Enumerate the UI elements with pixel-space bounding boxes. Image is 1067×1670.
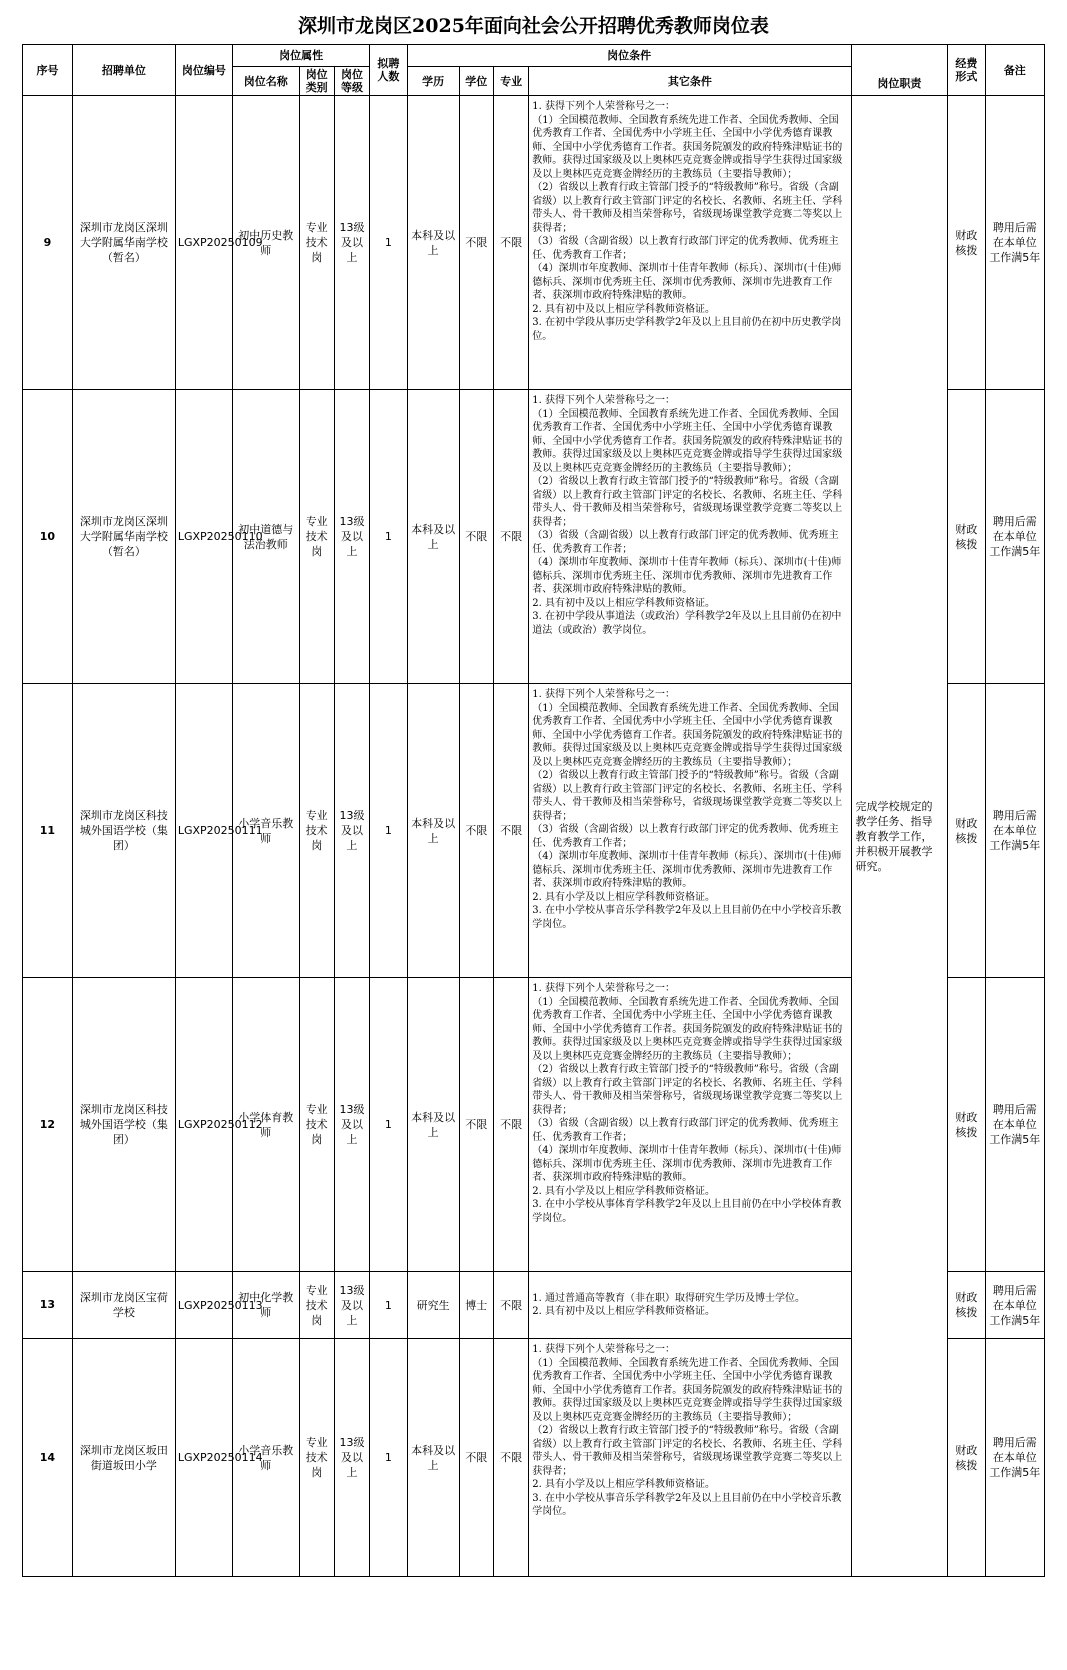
- row-category: 专业技术岗: [299, 1339, 334, 1577]
- row-note: 聘用后需在本单位工作满5年: [985, 978, 1044, 1272]
- row-education: 本科及以上: [407, 390, 459, 684]
- row-category: 专业技术岗: [299, 978, 334, 1272]
- header-edu: 学历: [407, 67, 459, 96]
- row-note: 聘用后需在本单位工作满5年: [985, 96, 1044, 390]
- condition-line: 1. 获得下列个人荣誉称号之一：: [532, 101, 675, 112]
- row-count: 1: [370, 684, 407, 978]
- condition-line: 3. 在中小学校从事体育学科教学2年及以上且目前仍在中小学校体育教学岗位。: [532, 1199, 842, 1224]
- condition-line: （1）全国模范教师、全国教育系统先进工作者、全国优秀教师、全国优秀教育工作者、全国优秀中小学班主任、全国中小学优秀德育课教师、全国中小学优秀德育工作者。获国务院颁发的政府特殊津贴证书的教师。获得过国家级及以上奥林匹克竞赛金牌或指导学生获得过国家级及以上奥林匹克竞赛金牌经历的主教练员（主要指导教师）；: [532, 1357, 843, 1423]
- row-seq: 11: [23, 684, 73, 978]
- row-major: 不限: [493, 390, 528, 684]
- condition-line: 1. 获得下列个人荣誉称号之一：: [532, 1344, 675, 1355]
- row-degree: 不限: [459, 96, 493, 390]
- row-degree: 不限: [459, 978, 493, 1272]
- row-code: LGXP20250110: [175, 390, 232, 684]
- condition-line: （4）深圳市年度教师、深圳市十佳青年教师（标兵）、深圳市(十佳)师德标兵、深圳市优秀班主任、深圳市优秀教师、深圳市先进教育工作者、获深圳市政府特殊津贴的教师。: [532, 263, 842, 301]
- condition-line: 1. 获得下列个人荣誉称号之一：: [532, 689, 675, 700]
- row-degree: 不限: [459, 1339, 493, 1577]
- condition-line: （4）深圳市年度教师、深圳市十佳青年教师（标兵）、深圳市(十佳)师德标兵、深圳市优秀班主任、深圳市优秀教师、深圳市先进教育工作者、获深圳市政府特殊津贴的教师。: [532, 1145, 842, 1183]
- row-count: 1: [370, 978, 407, 1272]
- condition-line: 1. 获得下列个人荣誉称号之一：: [532, 395, 675, 406]
- row-unit: 深圳市龙岗区坂田街道坂田小学: [72, 1339, 175, 1577]
- row-level: 13级及以上: [334, 978, 369, 1272]
- row-count: 1: [370, 390, 407, 684]
- row-unit: 深圳市龙岗区深圳大学附属华南学校（暂名）: [72, 96, 175, 390]
- table-row: [23, 96, 1045, 390]
- row-funding: 财政核拨: [948, 96, 985, 390]
- row-seq: 10: [23, 390, 73, 684]
- row-note: 聘用后需在本单位工作满5年: [985, 684, 1044, 978]
- shared-duty-cell: 完成学校规定的教学任务、指导教育教学工作，并积极开展教学研究。: [851, 96, 948, 1577]
- condition-line: （2）省级以上教育行政主管部门授予的“特级教师”称号。省级（含副省级）以上教育行政主管部门评定的名校长、名教师、名班主任、学科带头人、骨干教师及相当荣誉称号，省级现场课堂教学竞赛二等奖以上获得者；: [532, 770, 843, 822]
- positions-table-wrapper: [22, 44, 1045, 1577]
- header-level: 岗位等级: [334, 67, 369, 96]
- table-body: [23, 96, 1045, 1577]
- row-conditions: [529, 1272, 851, 1339]
- row-unit: 深圳市龙岗区科技城外国语学校（集团）: [72, 684, 175, 978]
- row-count: 1: [370, 1339, 407, 1577]
- row-conditions: [529, 978, 851, 1272]
- condition-line: （2）省级以上教育行政主管部门授予的“特级教师”称号。省级（含副省级）以上教育行政主管部门评定的名校长、名教师、名班主任、学科带头人、骨干教师及相当荣誉称号，省级现场课堂教学竞赛二等奖以上获得者；: [532, 182, 843, 234]
- row-note: 聘用后需在本单位工作满5年: [985, 1272, 1044, 1339]
- row-level: 13级及以上: [334, 684, 369, 978]
- row-note: 聘用后需在本单位工作满5年: [985, 1339, 1044, 1577]
- header-note: 备注: [985, 45, 1044, 96]
- row-conditions: [529, 1339, 851, 1577]
- header-funding: 经费形式: [948, 45, 985, 96]
- row-conditions: [529, 684, 851, 978]
- condition-line: （3）省级（含副省级）以上教育行政部门评定的优秀教师、优秀班主任、优秀教育工作者；: [532, 1118, 839, 1143]
- condition-line: （3）省级（含副省级）以上教育行政部门评定的优秀教师、优秀班主任、优秀教育工作者；: [532, 236, 839, 261]
- row-level: 13级及以上: [334, 96, 369, 390]
- condition-line: 3. 在初中学段从事历史学科教学2年及以上且目前仍在初中历史教学岗位。: [532, 317, 842, 342]
- row-major: 不限: [493, 1272, 528, 1339]
- row-education: 研究生: [407, 1272, 459, 1339]
- row-major: 不限: [493, 1339, 528, 1577]
- condition-line: （1）全国模范教师、全国教育系统先进工作者、全国优秀教师、全国优秀教育工作者、全国优秀中小学班主任、全国中小学优秀德育课教师、全国中小学优秀德育工作者。获国务院颁发的政府特殊津贴证书的教师。获得过国家级及以上奥林匹克竞赛金牌或指导学生获得过国家级及以上奥林匹克竞赛金牌经历的主教练员（主要指导教师）；: [532, 114, 843, 180]
- row-level: 13级及以上: [334, 1339, 369, 1577]
- condition-line: （1）全国模范教师、全国教育系统先进工作者、全国优秀教师、全国优秀教育工作者、全国优秀中小学班主任、全国中小学优秀德育课教师、全国中小学优秀德育工作者。获国务院颁发的政府特殊津贴证书的教师。获得过国家级及以上奥林匹克竞赛金牌或指导学生获得过国家级及以上奥林匹克竞赛金牌经历的主教练员（主要指导教师）；: [532, 996, 843, 1062]
- row-major: 不限: [493, 684, 528, 978]
- row-conditions: [529, 390, 851, 684]
- row-category: 专业技术岗: [299, 96, 334, 390]
- row-major: 不限: [493, 978, 528, 1272]
- condition-line: 2. 具有小学及以上相应学科教师资格证。: [532, 891, 715, 903]
- condition-line: 3. 在初中学段从事道法（或政治）学科教学2年及以上且目前仍在初中道法（或政治）教学岗位。: [532, 611, 842, 636]
- condition-line: （2）省级以上教育行政主管部门授予的“特级教师”称号。省级（含副省级）以上教育行政主管部门评定的名校长、名教师、名班主任、学科带头人、骨干教师及相当荣誉称号，省级现场课堂教学竞赛二等奖以上获得者；: [532, 1064, 843, 1116]
- row-education: 本科及以上: [407, 96, 459, 390]
- row-position-name: 初中道德与法治教师: [232, 390, 299, 684]
- row-level: 13级及以上: [334, 1272, 369, 1339]
- condition-line: （4）深圳市年度教师、深圳市十佳青年教师（标兵）、深圳市(十佳)师德标兵、深圳市优秀班主任、深圳市优秀教师、深圳市先进教育工作者、获深圳市政府特殊津贴的教师。: [532, 851, 842, 889]
- row-funding: 财政核拨: [948, 684, 985, 978]
- header-degree: 学位: [459, 67, 493, 96]
- row-funding: 财政核拨: [948, 390, 985, 684]
- header-name: 岗位名称: [232, 67, 299, 96]
- condition-line: 1. 通过普通高等教育（非在职）取得研究生学历及博士学位。: [532, 1292, 805, 1304]
- row-seq: 9: [23, 96, 73, 390]
- row-position-name: 小学体育教师: [232, 978, 299, 1272]
- row-position-name: 小学音乐教师: [232, 1339, 299, 1577]
- row-unit: 深圳市龙岗区深圳大学附属华南学校（暂名）: [72, 390, 175, 684]
- row-code: LGXP20250112: [175, 978, 232, 1272]
- header-code: 岗位编号: [175, 45, 232, 96]
- header-unit: 招聘单位: [72, 45, 175, 96]
- condition-line: 2. 具有初中及以上相应学科教师资格证。: [532, 303, 715, 315]
- condition-line: 2. 具有初中及以上相应学科教师资格证。: [532, 1306, 715, 1317]
- row-category: 专业技术岗: [299, 684, 334, 978]
- header-category: 岗位类别: [299, 67, 334, 96]
- condition-line: （1）全国模范教师、全国教育系统先进工作者、全国优秀教师、全国优秀教育工作者、全国优秀中小学班主任、全国中小学优秀德育课教师、全国中小学优秀德育工作者。获国务院颁发的政府特殊津贴证书的教师。获得过国家级及以上奥林匹克竞赛金牌或指导学生获得过国家级及以上奥林匹克竞赛金牌经历的主教练员（主要指导教师）；: [532, 702, 843, 768]
- condition-line: （3）省级（含副省级）以上教育行政部门评定的优秀教师、优秀班主任、优秀教育工作者；: [532, 824, 839, 849]
- row-position-name: 初中化学教师: [232, 1272, 299, 1339]
- row-seq: 14: [23, 1339, 73, 1577]
- header-attr-group: 岗位属性: [232, 45, 369, 67]
- table-header: [23, 45, 1045, 96]
- row-funding: 财政核拨: [948, 978, 985, 1272]
- row-count: 1: [370, 96, 407, 390]
- row-degree: 博士: [459, 1272, 493, 1339]
- condition-line: （1）全国模范教师、全国教育系统先进工作者、全国优秀教师、全国优秀教育工作者、全国优秀中小学班主任、全国中小学优秀德育课教师、全国中小学优秀德育工作者。获国务院颁发的政府特殊津贴证书的教师。获得过国家级及以上奥林匹克竞赛金牌或指导学生获得过国家级及以上奥林匹克竞赛金牌经历的主教练员（主要指导教师）；: [532, 408, 843, 474]
- row-code: LGXP20250109: [175, 96, 232, 390]
- row-code: LGXP20250113: [175, 1272, 232, 1339]
- row-count: 1: [370, 1272, 407, 1339]
- positions-table: [22, 44, 1045, 1577]
- header-seq: 序号: [23, 45, 73, 96]
- row-education: 本科及以上: [407, 684, 459, 978]
- header-cond-group: 岗位条件: [407, 45, 851, 67]
- row-education: 本科及以上: [407, 978, 459, 1272]
- condition-line: （2）省级以上教育行政主管部门授予的“特级教师”称号。省级（含副省级）以上教育行政主管部门评定的名校长、名教师、名班主任、学科带头人、骨干教师及相当荣誉称号，省级现场课堂教学竞赛二等奖以上获得者；: [532, 476, 843, 528]
- condition-line: 2. 具有小学及以上相应学科教师资格证。: [532, 1479, 715, 1490]
- row-major: 不限: [493, 96, 528, 390]
- page-title: 深圳市龙岗区2025年面向社会公开招聘优秀教师岗位表: [298, 15, 769, 37]
- row-unit: 深圳市龙岗区科技城外国语学校（集团）: [72, 978, 175, 1272]
- condition-line: 2. 具有初中及以上相应学科教师资格证。: [532, 597, 715, 609]
- row-funding: 财政核拨: [948, 1339, 985, 1577]
- row-note: 聘用后需在本单位工作满5年: [985, 390, 1044, 684]
- row-conditions: [529, 96, 851, 390]
- condition-line: 3. 在中小学校从事音乐学科教学2年及以上且目前仍在中小学校音乐教学岗位。: [532, 1492, 842, 1517]
- row-seq: 12: [23, 978, 73, 1272]
- condition-line: 3. 在中小学校从事音乐学科教学2年及以上且目前仍在中小学校音乐教学岗位。: [532, 905, 842, 930]
- row-degree: 不限: [459, 684, 493, 978]
- row-education: 本科及以上: [407, 1339, 459, 1577]
- row-degree: 不限: [459, 390, 493, 684]
- condition-line: 2. 具有小学及以上相应学科教师资格证。: [532, 1185, 715, 1197]
- header-count: 拟聘人数: [370, 45, 407, 96]
- header-other: 其它条件: [529, 67, 851, 96]
- row-code: LGXP20250114: [175, 1339, 232, 1577]
- row-code: LGXP20250111: [175, 684, 232, 978]
- row-position-name: 初中历史教师: [232, 96, 299, 390]
- header-major: 专业: [493, 67, 528, 96]
- row-seq: 13: [23, 1272, 73, 1339]
- row-level: 13级及以上: [334, 390, 369, 684]
- row-funding: 财政核拨: [948, 1272, 985, 1339]
- condition-line: （4）深圳市年度教师、深圳市十佳青年教师（标兵）、深圳市(十佳)师德标兵、深圳市优秀班主任、深圳市优秀教师、深圳市先进教育工作者、获深圳市政府特殊津贴的教师。: [532, 557, 842, 595]
- row-category: 专业技术岗: [299, 390, 334, 684]
- condition-line: （3）省级（含副省级）以上教育行政部门评定的优秀教师、优秀班主任、优秀教育工作者；: [532, 530, 839, 555]
- condition-line: 1. 获得下列个人荣誉称号之一：: [532, 983, 675, 994]
- condition-line: （2）省级以上教育行政主管部门授予的“特级教师”称号。省级（含副省级）以上教育行政主管部门评定的名校长、名教师、名班主任、学科带头人、骨干教师及相当荣誉称号，省级现场课堂教学竞赛二等奖以上获得者；: [532, 1425, 843, 1477]
- row-category: 专业技术岗: [299, 1272, 334, 1339]
- header-duty: 岗位职责: [851, 45, 948, 96]
- row-unit: 深圳市龙岗区宝荷学校: [72, 1272, 175, 1339]
- row-position-name: 小学音乐教师: [232, 684, 299, 978]
